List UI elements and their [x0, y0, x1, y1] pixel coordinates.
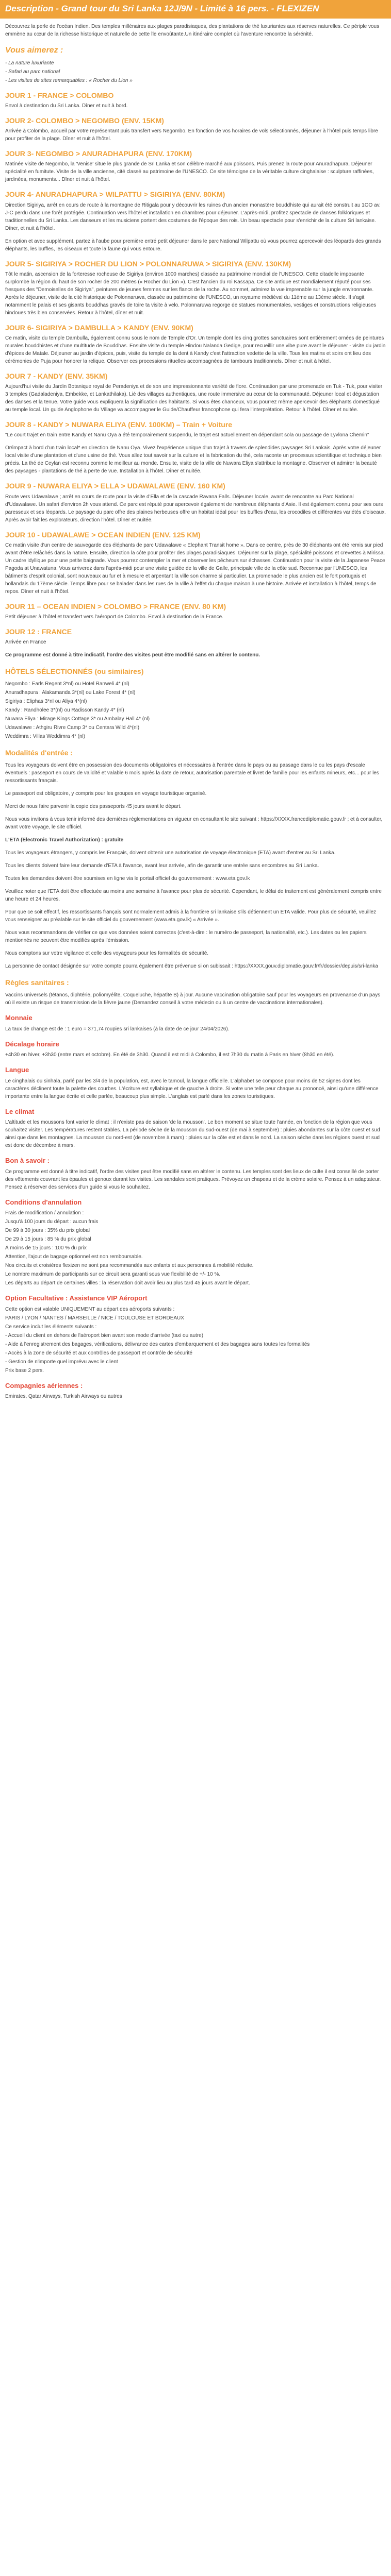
- formalites-text: L'ETA (Electronic Travel Authorization) : gratuite: [5, 837, 124, 843]
- day-text: Or/impact à bord d'un train local* en direction de Nanu Oya. Vivez l'expérience unique d'un trajet à travers de splendides paysages Sri Lankais. Après votre déjeuner local visite d'une plantation et d'une usine de thé. Vous allez tout savoir sur la culture et la fabrication du thé, cela raconte un processus scientifique et technique bien précis. La thé de Ceylan est reconnu comme le meilleur au monde. Ensuite, visite de la ville de Nuwara Eliya s'attribue la montagne. Observer et admirer la beauté des paysages - plantations de thé à perte de vue. Installation à l'hôtel. Dîner et nuitée.: [5, 445, 382, 474]
- list-item: Sigiriya : Eliphas 3*nl ou Aliya 4*(nl): [5, 699, 87, 705]
- day-text: Direction Sigiriya, arrêt en cours de route à la montagne de Ritigala pour y découvrir les ruines d'un ancien monastère bouddhiste qui aurait été construit au 1OO av. J-C perdu dans une forêt protégée. Continuation vers l'hôtel et installation en chambres pour déjeuner. L'après-midi, profitez spectacle de danses folkloriques et traditionnelles du Sri Lanka. Les danseurs et les musiciens portent des costumes de l'époque des rois. Un beau spectacle pour s'enrichir de la culture Sri lankaise. Dîner, et nuit à l'hôtel.: [5, 202, 381, 231]
- list-item: Weddimra : Villas Weddimra 4* (nl): [5, 734, 86, 740]
- hotels-heading: HÔTELS SÉLECTIONNÉS (ou similaires): [5, 667, 144, 676]
- day-text: Aujourd'hui visite du Jardin Botanique royal de Peradeniya et de son une impressionnante variété de flore. Continuation par une promenade en Tuk - Tuk, pour visiter 3 temples (Gadaladeniya, Embekke, et Lankathilaka). Lié des villages authentiques, une route immersive au cœur de la communauté. Déjeuner local et dégustation des danses et la tenue. Votre guide vous expliquera la signification des habitants. Si vous êtes chanceux, vous pourrez même apercevoir des éléphants domestiqué au temple local. Un guide Anglophone du Village va accompagner le Guide/Chauffeur francophone qui fera l'interprétation. Retour à l'hôtel. Dîner et nuitée.: [5, 384, 383, 413]
- list-item: Anuradhapura : Alakamanda 3*(nl) ou Lake Forest 4* (nl): [5, 690, 136, 696]
- list-item: De 99 à 30 jours : 35% du prix global: [5, 1228, 90, 1234]
- decalage-heading: Décalage horaire: [5, 1040, 59, 1048]
- day-title: JOUR 3- NEGOMBO > ANURADHAPURA (ENV. 170KM): [5, 149, 192, 158]
- list-item: - Safari au parc national: [5, 69, 60, 75]
- list-item: Ce service inclut les éléments suivants :: [5, 1324, 97, 1330]
- conditions-heading: Conditions d'annulation: [5, 1198, 82, 1206]
- list-item: - Aide à l'enregistrement des bagages, vérifications, délivrance des cartes d'embarquement et des bagages sans toutes les formalités: [5, 1341, 310, 1347]
- day-text: Envol à destination du Sri Lanka. Dîner et nuit à bord.: [5, 103, 128, 109]
- sanitaires-heading: Règles sanitaires :: [5, 978, 69, 987]
- day-title: JOUR 5- SIGIRIYA > ROCHER DU LION > POLONNARUWA > SIGIRIYA (ENV. 130KM): [5, 259, 291, 268]
- formalites-text: Tous les voyageurs doivent être en possession des documents obligatoires et nécessaires à l'entrée dans le pays ou au passage dans le ou les pays d'escale éventuels : passeport en cours de validité et valable 6 mois après la date de retour, autorisation parentale et livret de famille pour les enfants mineurs, etc... pour les ressortissants français.: [5, 762, 379, 784]
- formalites-text: Nous vous recommandons de vérifier ce que vos données soient correctes (c'est-à-dire : le numéro de passeport, la nationalité, etc.). Les dates ou les papiers mentionnés ne peuvent être modifiés après l'émission.: [5, 930, 367, 944]
- day-text: Arrivée en France: [5, 639, 46, 646]
- conditions-list: [5, 1209, 386, 1287]
- langue-text: Le cinghalais ou sinhala, parlé par les 3/4 de la population, est, avec le tamoul, la langue officielle. L'alphabet se compose pour moins de 52 signes dont les caractères déclinent toute la palette des courbes. L'écriture est syllabique et de gauche à droite. Si votre une telle peur chaque au prononcé, ainsi qu'une différence importante entre la langue écrite et celle parlée, beaucoup plus simple. L'anglais est parlé dans les zones touristiques.: [5, 1078, 379, 1099]
- formalites-text: Veuillez noter que l'ETA doit être effectuée au moins une semaine à l'avance pour plus de sécurité. Cependant, le délai de traitement est généralement compris entre une heure et 24 heures.: [5, 889, 382, 903]
- day-title: JOUR 4- ANURADHAPURA > WILPATTU > SIGIRIYA (ENV. 80KM): [5, 190, 225, 199]
- day-text: Tôt le matin, ascension de la forteresse rocheuse de Sigiriya (environ 1000 marches) classée au patrimoine mondial de l'UNESCO. Cette citadelle imposante surplombe la région du haut de son rocher de 200 mètres (« Rocher du Lion »). C'est l'ancien du roi Kassapa. Ce site antique est mondialement réputé pour ses fresques des "Demoiselles de Sigiriya", peintures de jeunes femmes sur les flancs de la roche. Au sommet, admirez la vue imprenable sur la jungle environnante. Après le déjeuner, visite de la cité historique de Polonnaruwa, classée au patrimoine de l'UNESCO, un royaume médiéval du 11ème au 13ème siècle. Il s'agit notamment le palais et ses gisants bouddhas gravés de toire ta visite à velo. Polonnaruwa regorge de statues monumentales, vestiges et constructions religieuses hindoues très bien conservées. Retour à l'hôtel, dîner et nuit.: [5, 271, 377, 316]
- day-title: JOUR 1 - FRANCE > COLOMBO: [5, 91, 114, 99]
- page-title: Description - Grand tour du Sri Lanka 12J/9N - Limité à 16 pers. - FLEXIZEN: [0, 0, 391, 19]
- content: [0, 19, 391, 1416]
- list-item: Nuwara Eliya : Mirage Kings Cottage 3* ou Ambalay Hall 4* (nl): [5, 716, 150, 722]
- list-item: Kandy : Randholee 3*(nl) ou Radisson Kandy 4* (nl): [5, 707, 124, 714]
- formalites-text: Toutes les demandes doivent être soumises en ligne via le portail officiel du gouvernement : www.eta.gov.lk: [5, 876, 250, 882]
- day-title: JOUR 12 : FRANCE: [5, 627, 72, 636]
- list-item: - Accueil du client en dehors de l'aéroport bien avant son mode d'arrivée (taxi ou autre): [5, 1332, 204, 1338]
- day-title: JOUR 11 – OCEAN INDIEN > COLOMBO > FRANCE (ENV. 80 KM): [5, 602, 226, 611]
- monnaie-heading: Monnaie: [5, 1014, 32, 1022]
- intro-paragraph: Découvrez la perle de l'océan Indien. Des temples millénaires aux plages paradisiaques, des plantations de thé luxuriantes aux réserves naturelles. Ce périple vous emmène au cœur de la richesse historique et naturelle de cette île envoûtante.Un itinéraire complet où l'aventure rencontre la sérénité.: [5, 24, 380, 38]
- list-item: PARIS / LYON / NANTES / MARSEILLE / NICE / TOULOUSE ET BORDEAUX: [5, 1315, 184, 1321]
- list-item: Frais de modification / annulation :: [5, 1210, 84, 1216]
- bon-savoir-heading: Bon à savoir :: [5, 1157, 50, 1165]
- list-item: À moins de 15 jours : 100 % du prix: [5, 1245, 87, 1251]
- list-item: - Gestion de n'importe quel imprévu avec le client: [5, 1359, 118, 1365]
- day-title: JOUR 7 - KANDY (ENV. 35KM): [5, 372, 108, 381]
- list-item: Negombo : Earls Regent 3*nl) ou Hotel Ranweli 4* (nl): [5, 681, 129, 687]
- compagnies-heading: Compagnies aériennes :: [5, 1381, 83, 1389]
- climat-heading: Le climat: [5, 1107, 35, 1115]
- day-title: JOUR 10 - UDAWALAWE > OCEAN INDIEN (ENV. 125 KM): [5, 530, 201, 539]
- vous-aimerez-heading: Vous aimerez :: [5, 46, 63, 55]
- hotels-list: [5, 680, 386, 740]
- list-item: Cette option est valable UNIQUEMENT au départ des aéroports suivants :: [5, 1306, 175, 1312]
- assistance-list: [5, 1306, 386, 1375]
- list-item: Attention, l'ajout de bagage optionnel est non remboursable.: [5, 1254, 143, 1260]
- list-item: De 29 à 15 jours : 85 % du prix global: [5, 1236, 91, 1243]
- list-item: - La nature luxuriante: [5, 60, 54, 66]
- day-text: Route vers Udawalawe ; arrêt en cours de route pour la visite d'Ella et de la cascade Ravana Falls. Déjeuner locale, avant de rencontre au Parc National d'Udawalawe. Un safari d'environ 2h vous attend. Ce parc est réputé pour apercevoir également de nombreux éléphants d'Asie. Il est également connu pour ses ours paresseux et ses léopards. Le paysage du parc offre des plaines herbeuses offre un habitat idéal pour les buffles d'eau, les crocodiles et différentes variétés d'oiseaux. Après avoir fait les explorateurs, direction l'hôtel. Dîner et nuitée.: [5, 494, 386, 523]
- list-item: - Les visites de sites remarquables : « Rocher du Lion »: [5, 77, 133, 83]
- list-item: Les départs au départ de certaines villes : la réservation doit avoir lieu au plus tard 45 jours avant le départ.: [5, 1280, 250, 1286]
- assistance-heading: Option Facultative : Assistance VIP Aéroport: [5, 1294, 148, 1302]
- day-title: JOUR 6- SIGIRIYA > DAMBULLA > KANDY (ENV. 90KM): [5, 323, 193, 332]
- formalites-text: Tous les voyageurs étrangers, y compris les Français, doivent obtenir une autorisation de voyage électronique (ETA) avant d'entrer au Sri Lanka.: [5, 850, 336, 856]
- formalites-text: La personne de contact désignée sur votre compte pourra également être prévenue si on subissait : https://XXXX.gouv.diplomatie.gouv.fr/fr/dossier/depuis/sri-lanka: [5, 963, 378, 970]
- day-text: Matinée visite de Negombo, la 'Venise' situe le plus grande de Sri Lanka et son célèbre marché aux poissons. Puis prenez la route pour Anuradhapura. Déjeuner spécialité en fumitute. Visite de la ville ancienne, cité classé au patrimoine de l'UNESCO. Ce site témoigne de la véritable culture cinghalaise : sculpture raffinées, jardinées, monuments... Dîner et nuit à l'hôtel.: [5, 161, 374, 183]
- decalage-text: +4h30 en hiver, +3h30 (entre mars et octobre). En été de 3h30. Quand il est midi à Colombo, il est 7h30 du matin à Paris en hiver (8h30 en été).: [5, 1052, 335, 1058]
- list-item: Udawalawe : Athgiru Rivre Camp 3* ou Centara Wild 4*(nl): [5, 725, 140, 731]
- formalites-text: Merci de nous faire parvenir la copie des passeports 45 jours avant le départ.: [5, 804, 182, 810]
- monnaie-text: La taux de change est de : 1 euro = 371,74 roupies sri lankaises (à la date de ce jour 24/04/2026).: [5, 1026, 230, 1032]
- day-text: "Le court trajet en train entre Kandy et Nanu Oya a été temporairement suspendu, le trajet est actuellement en dépendant sola ou passage de Lyvlona Chemin": [5, 432, 369, 438]
- formalites-text: Tous les clients doivent faire leur demande d'ETA à l'avance, avant leur arrivée, afin de garantir une entrée sans encombres au Sri Lanka.: [5, 863, 319, 869]
- day-text: En option et avec supplément, partez à l'aube pour première entré petit déjeuner dans le parc National Wilpattu où vous pourrez apercevoir des léopards des grands éléphants, les buffles, les oiseaux et toute la faune qui vous entoure.: [5, 238, 381, 252]
- list-item: Jusqu'à 100 jours du départ : aucun frais: [5, 1219, 99, 1225]
- list-item: - Accès à la zone de sécurité et aux contrôles de passeport et contrôle de sécurité: [5, 1350, 192, 1356]
- day-title: JOUR 2- COLOMBO > NEGOMBO (ENV. 15KM): [5, 116, 164, 125]
- climat-text: L'altitude et les moussons font varier le climat : il n'existe pas de saison 'de la mousson'. Le bon moment se situe toute l'année, en fonction de la région que vous souhaitez visiter. Les températures restent stables. La période sèche de la mousson du sud-ouest (de mai à septembre) : pluies abondantes sur la côte ouest et sud ainsi que dans les montagnes. La mousson du nord-est (de novembre à mars) : pluies sur la côte est et dans le nord. La saison sèche dans les régions ouest et sud est donc de décembre à mars.: [5, 1120, 380, 1149]
- day-text: Ce matin visite d'un centre de sauvegarde des éléphants de parc Udawalawe « Elephant Transit home ». Dans ce centre, près de 30 éléphants ont été remis sur pied avant d'être relâchés dans la nature. Ensuite, direction la côte pour profiter des plages paradisiaques. Déjeuner sur la plage, spécialité poissons et crevettes à Mirissa. Un cadre idyllique pour une petite baignade. Vous pourrez contempler la mer et observer les pêcheurs sur échasses. Continuation pour la visite de la Japanese Peace Pagoda at Unawatuna. Vous arriverez dans l'après-midi pour une visite guidée de la ville de Galle, principale ville de la côte sud. Reconnue par l'UNESCO, les bâtiments d'esprit colonial, sont nouveaux au fur et à mesure et arpentant la ville son charme si particulier. La promenade le plus ancien est le fort portugais et hollandais du 17ème siècle. Temps libre pour se balader dans les rues de la ville à l'effet du chaque maison à une histoire. Arrivée et installation à l'hôtel, temps de repos. Dîner et nuit à l'hôtel.: [5, 542, 385, 595]
- list-item: Nos circuits et croisières flexizen ne sont pas recommandés aux enfants et aux personnes à mobilité réduite.: [5, 1263, 254, 1269]
- sanitaires-text: Vaccins universels (tétanos, diphtérie, poliomyélite, Coqueluche, hépatite B) à jour. Aucune vaccination obligatoire sauf pour les voyageurs en provenance d'un pays où il existe un risque de transmission de la fièvre jaune (Demandez conseil à votre médecin ou à un centre de vaccinations internationales).: [5, 992, 381, 1006]
- compagnies-text: Emirates, Qatar Airways, Turkish Airways ou autres: [5, 1394, 122, 1400]
- programme-note: Ce programme est donné à titre indicatif, l'ordre des visites peut être modifié sans en altérer le contenu.: [5, 652, 260, 658]
- day-text: Petit déjeuner à l'hôtel et transfert vers l'aéroport de Colombo. Envol à destination de la France.: [5, 614, 223, 620]
- langue-heading: Langue: [5, 1066, 29, 1074]
- vous-aimerez-list: [5, 59, 386, 84]
- formalites-text: Nous vous invitons à vous tenir informé des dernières réglementations en vigueur en consultant le site suivant : https://XXXX.francediplomatie.gouv.fr ; et à consulter, avant votre voyage, le site officiel.: [5, 817, 383, 831]
- day-text: Ce matin, visite du temple Dambulla, également connu sous le nom de Temple d'Or. Un temple dont les cinq grottes sanctuaires sont entièrement ornées de peintures murales bouddhistes et d'une multitude de Bouddhas. Ensuite visite du temple Hindou Nalanda Gedige, pour recueillir une vibe pure avant le déjeuner - visite du jardin d'épices de Matale. Déjeuner au jardin d'épices, puis, visite du temple de la dent à Kandy c'est l'attraction vedette de la ville. Tous les matins et soirs ont lieu des cérémonies de Puja pour honorer la relique. Observer ces processions rituelles accompagnées de tambours traditionnels. Dîner et nuit à hôtel.: [5, 335, 386, 365]
- list-item: Prix base 2 pers.: [5, 1367, 44, 1374]
- formalites-text: Le passeport est obligatoire, y compris pour les groupes en voyage touristique organisé.: [5, 791, 207, 797]
- formalites-text: Pour que ce soit effectif, les ressortissants français sont normalement admis à la frontière sri lankaise s'ils détiennent un ETA valide. Pour plus de sécurité, veuillez vous renseigner au préalable sur le site officiel du gouvernement (www.eta.gov.lk) « Arrivée ».: [5, 909, 377, 923]
- formalites-heading: Modalités d'entrée :: [5, 749, 73, 757]
- bon-savoir-text: Ce programme est donné à titre indicatif, l'ordre des visites peut être modifié sans en altérer le contenu. Les temples sont des lieux de culte il est conseillé de porter des vêtements couvrant les épaules et genoux durant les visites. Les sandales sont pratiques. Prévoyez un chapeau et de la crème solaire. Pensez à un adaptateur. Pensez à réserver des services d'un guide si vous le souhaitez.: [5, 1168, 381, 1190]
- list-item: Le nombre maximum de participants sur ce circuit sera garanti sous vue flexibilité de +/- 10 %.: [5, 1272, 221, 1278]
- day-title: JOUR 9 - NUWARA ELIYA > ELLA > UDAWALAWE (ENV. 160 KM): [5, 482, 225, 490]
- day-title: JOUR 8 - KANDY > NUWARA ELIYA (ENV. 100KM) – Train + Voiture: [5, 420, 233, 429]
- formalites-text: Nous comptons sur votre vigilance et celle des voyageurs pour les formalités de sécurité.: [5, 951, 209, 957]
- day-text: Arrivée à Colombo, accueil par votre représentant puis transfert vers Negombo. En fonction de vos horaires de vols sélectionnés, déjeuner à l'hôtel puis temps libre pour profiter de la plage. Dîner et nuit à l'hôtel.: [5, 128, 378, 142]
